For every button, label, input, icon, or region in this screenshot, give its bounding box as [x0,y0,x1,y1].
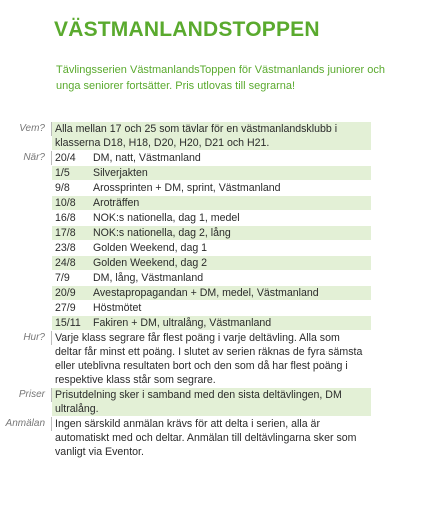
event-row [52,181,371,196]
section-anmalan [0,417,427,460]
content-hur [52,331,371,388]
event-name: NOK:s nationella, dag 1, medel [93,212,240,224]
event-date: 9/8 [55,182,70,194]
label-hur: Hur? [0,331,52,345]
section-priser [0,388,427,417]
section-hur [0,331,427,388]
event-row [52,241,371,256]
event-date: 27/9 [55,302,76,314]
event-date: 15/11 [55,317,81,329]
event-name: DM, lång, Västmanland [93,272,204,284]
section-nar [0,151,427,331]
content-vem [52,122,371,151]
event-date: 1/5 [55,167,70,179]
info-table [0,122,427,460]
priser-text: Prisutdelning sker i samband med den sista deltävlingen, DM ultralång. [52,388,371,417]
event-row [52,211,371,226]
event-name: Silverjakten [93,167,148,179]
event-name: Golden Weekend, dag 2 [93,257,208,269]
event-row [52,256,371,271]
event-name: Avestapropagandan + DM, medel, Västmanland [93,287,319,299]
event-date: 23/8 [55,242,76,254]
event-name: Höstmötet [93,302,142,314]
intro-text: Tävlingsserien VästmanlandsToppen för Västmanlands juniorer och unga seniorer fortsätter. Pris utlovas till segrarna! [56,64,385,92]
anmalan-text: Ingen särskild anmälan krävs för att delta i serien, alla är automatiskt med och deltar. Anmälan till deltävlingarna sker som vanligt via Eventor. [52,417,371,460]
event-row [52,196,371,211]
label-nar: När? [0,151,52,165]
event-date: 7/9 [55,272,70,284]
event-date: 24/8 [55,257,76,269]
event-name: Aroträffen [93,197,140,209]
event-row [52,286,371,301]
hur-text: Varje klass segrare får flest poäng i varje deltävling. Alla som deltar får minst ett poäng. I slutet av serien räknas de fyra sämsta eller uteblivna resultaten bort och den som då har flest poäng i respektive klass står som segrare. [52,331,371,388]
content-priser [52,388,371,417]
event-row [52,301,371,316]
event-row [52,166,371,181]
label-priser: Priser [0,388,52,402]
event-name: Arossprinten + DM, sprint, Västmanland [93,182,281,194]
section-vem [0,122,427,151]
content-anmalan [52,417,371,460]
event-name: Golden Weekend, dag 1 [93,242,208,254]
event-name: NOK:s nationella, dag 2, lång [93,227,231,239]
page-title: VÄSTMANLANDSTOPPEN [54,18,320,41]
event-row [52,226,371,241]
event-list [52,151,371,331]
vem-text: Alla mellan 17 och 25 som tävlar för en västmanlandsklubb i klasserna D18, H18, D20, H20, D21 och H21. [52,122,371,151]
event-name: Fakiren + DM, ultralång, Västmanland [93,317,272,329]
event-date: 20/4 [55,152,76,164]
event-date: 17/8 [55,227,76,239]
event-name: DM, natt, Västmanland [93,152,201,164]
event-date: 10/8 [55,197,76,209]
event-row [52,151,371,166]
event-row [52,316,371,331]
event-row [52,271,371,286]
label-vem: Vem? [0,122,52,136]
event-date: 16/8 [55,212,76,224]
label-anmalan: Anmälan [0,417,52,431]
event-date: 20/9 [55,287,76,299]
